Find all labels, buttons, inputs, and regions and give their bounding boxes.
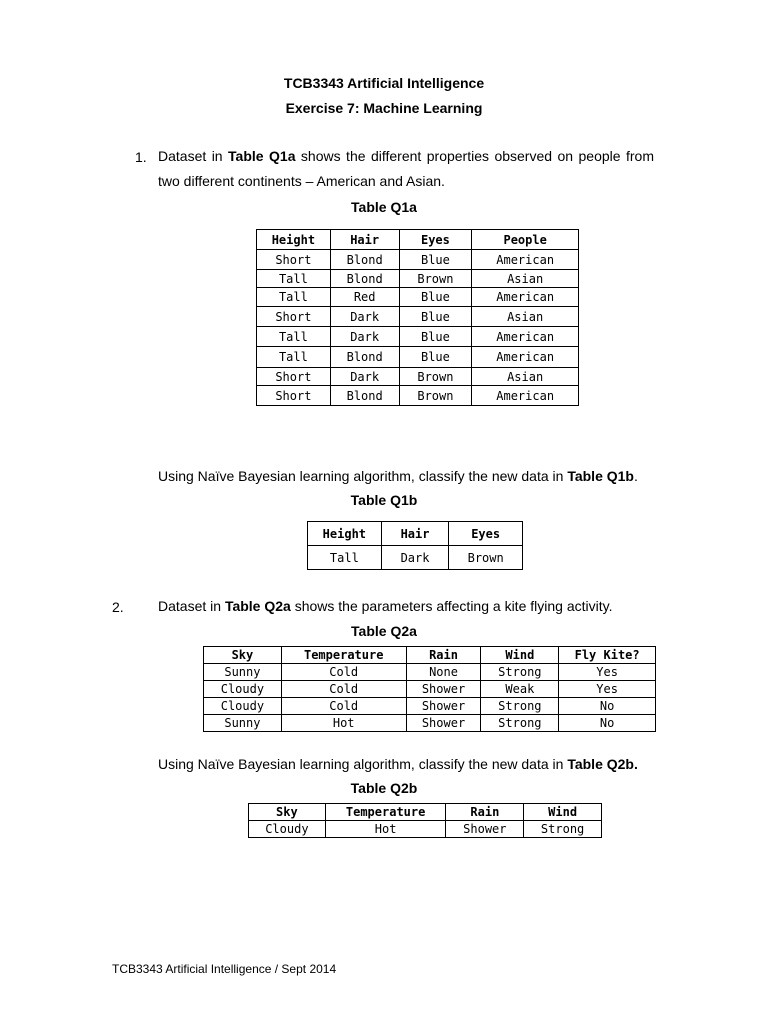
table-cell: Sunny: [204, 664, 282, 681]
table-cell: Tall: [308, 546, 382, 570]
table-q1b-header-cell: Height: [308, 522, 382, 546]
table-q2a-header-cell: Sky: [204, 647, 282, 664]
table-cell: Tall: [257, 270, 331, 288]
table-q2b-header-cell: Rain: [446, 804, 524, 821]
table-cell: Yes: [559, 664, 656, 681]
q1-classify-bold: Table Q1b: [567, 468, 634, 484]
table-row: [204, 698, 656, 715]
table-cell: Asian: [472, 270, 579, 288]
table-q2b: [248, 803, 602, 838]
table-q2a-header-cell: Rain: [406, 647, 481, 664]
q1-text-pre: Dataset in: [158, 148, 229, 164]
table-row: [257, 327, 579, 347]
table-cell: Cold: [281, 681, 406, 698]
table-q1a-caption: Table Q1a: [351, 199, 417, 215]
q1-classify-pre: Using Naïve Bayesian learning algorithm, classify the new data in: [158, 468, 568, 484]
table-q1a-header-cell: Height: [257, 230, 331, 250]
table-row: [257, 386, 579, 406]
table-cell: Tall: [257, 288, 331, 307]
table-cell: Dark: [330, 307, 399, 327]
table-cell: Hot: [281, 715, 406, 732]
table-cell: Blond: [330, 250, 399, 270]
table-cell: Brown: [399, 270, 472, 288]
table-cell: Shower: [406, 698, 481, 715]
course-title: TCB3343 Artificial Intelligence: [283, 75, 485, 91]
table-q2a: [203, 646, 656, 732]
table-cell: Short: [257, 386, 331, 406]
table-q1a-header: [257, 230, 579, 250]
table-q1a: [256, 229, 579, 406]
table-q1b-header-cell: Eyes: [449, 522, 523, 546]
table-cell: Tall: [257, 327, 331, 347]
table-cell: Blue: [399, 288, 472, 307]
table-cell: Blond: [330, 347, 399, 368]
q2-classify-bold: Table Q2b.: [567, 756, 638, 772]
table-q1b-header: [308, 522, 523, 546]
table-cell: No: [559, 715, 656, 732]
table-cell: Tall: [257, 347, 331, 368]
q1-text-post: shows the different properties observed on people from: [295, 148, 654, 164]
table-cell: American: [472, 327, 579, 347]
table-row: [249, 821, 602, 838]
table-q2a-header-cell: Fly Kite?: [559, 647, 656, 664]
table-cell: Asian: [472, 368, 579, 386]
table-q2a-header-cell: Temperature: [281, 647, 406, 664]
table-row: [204, 664, 656, 681]
q1-text-bold: Table Q1a: [228, 148, 296, 164]
table-cell: Cloudy: [204, 681, 282, 698]
table-cell: Strong: [481, 698, 559, 715]
q1-text: [158, 144, 654, 194]
table-cell: Shower: [406, 715, 481, 732]
table-q2a-header-cell: Wind: [481, 647, 559, 664]
table-cell: Short: [257, 368, 331, 386]
table-cell: Dark: [330, 368, 399, 386]
table-row: [257, 250, 579, 270]
q2-text-pre: Dataset in: [158, 598, 225, 614]
table-q1a-header-cell: Hair: [330, 230, 399, 250]
exercise-title: Exercise 7: Machine Learning: [285, 100, 483, 116]
table-cell: Dark: [330, 327, 399, 347]
table-row: [204, 681, 656, 698]
q1-classify-post: .: [633, 468, 638, 484]
table-cell: Blond: [330, 270, 399, 288]
table-cell: Cold: [281, 698, 406, 715]
q2-classify-text: [158, 752, 638, 777]
table-cell: Blond: [330, 386, 399, 406]
table-cell: Strong: [524, 821, 602, 838]
table-cell: No: [559, 698, 656, 715]
table-row: [257, 368, 579, 386]
table-cell: American: [472, 386, 579, 406]
table-cell: Red: [330, 288, 399, 307]
table-cell: Cold: [281, 664, 406, 681]
q2-classify-pre: Using Naïve Bayesian learning algorithm, classify the new data in: [158, 756, 568, 772]
footer: TCB3343 Artificial Intelligence / Sept 2014: [112, 962, 337, 976]
table-cell: American: [472, 288, 579, 307]
table-cell: American: [472, 347, 579, 368]
table-q2b-header-cell: Sky: [249, 804, 326, 821]
table-cell: Blue: [399, 250, 472, 270]
table-cell: Short: [257, 307, 331, 327]
table-cell: None: [406, 664, 481, 681]
table-cell: Short: [257, 250, 331, 270]
table-cell: Asian: [472, 307, 579, 327]
table-q2b-header-cell: Wind: [524, 804, 602, 821]
table-row: [257, 288, 579, 307]
table-q1b-caption: Table Q1b: [350, 492, 418, 508]
table-row: [204, 715, 656, 732]
table-cell: Cloudy: [204, 698, 282, 715]
table-q2a-header: [204, 647, 656, 664]
table-cell: Dark: [381, 546, 449, 570]
table-cell: American: [472, 250, 579, 270]
q2-text-bold: Table Q2a: [224, 598, 291, 614]
table-row: [257, 307, 579, 327]
table-cell: Sunny: [204, 715, 282, 732]
table-q2b-header: [249, 804, 602, 821]
table-q2a-caption: Table Q2a: [351, 623, 417, 639]
table-cell: Blue: [399, 307, 472, 327]
table-q2b-caption: Table Q2b: [350, 780, 418, 796]
q2-text-post: shows the parameters affecting a kite flying activity.: [290, 598, 613, 614]
table-cell: Brown: [399, 386, 472, 406]
q1-classify-text: [158, 464, 638, 489]
table-cell: Brown: [399, 368, 472, 386]
table-q2b-header-cell: Temperature: [325, 804, 446, 821]
table-q1b: [307, 521, 523, 570]
table-cell: Cloudy: [249, 821, 326, 838]
table-cell: Blue: [399, 347, 472, 368]
table-cell: Blue: [399, 327, 472, 347]
table-cell: Brown: [449, 546, 523, 570]
table-q1a-header-cell: People: [472, 230, 579, 250]
table-cell: Weak: [481, 681, 559, 698]
table-cell: Shower: [446, 821, 524, 838]
table-cell: Strong: [481, 715, 559, 732]
q1-text-line2: two different continents – American and Asian.: [158, 173, 445, 189]
table-cell: Hot: [325, 821, 446, 838]
q1-number: 1.: [135, 149, 147, 165]
table-q1a-header-cell: Eyes: [399, 230, 472, 250]
table-row: [257, 270, 579, 288]
table-row: [308, 546, 523, 570]
q2-number: 2.: [112, 599, 124, 615]
table-cell: Shower: [406, 681, 481, 698]
table-q1b-header-cell: Hair: [381, 522, 449, 546]
table-cell: Yes: [559, 681, 656, 698]
table-cell: Strong: [481, 664, 559, 681]
q2-text: [158, 594, 612, 619]
table-row: [257, 347, 579, 368]
